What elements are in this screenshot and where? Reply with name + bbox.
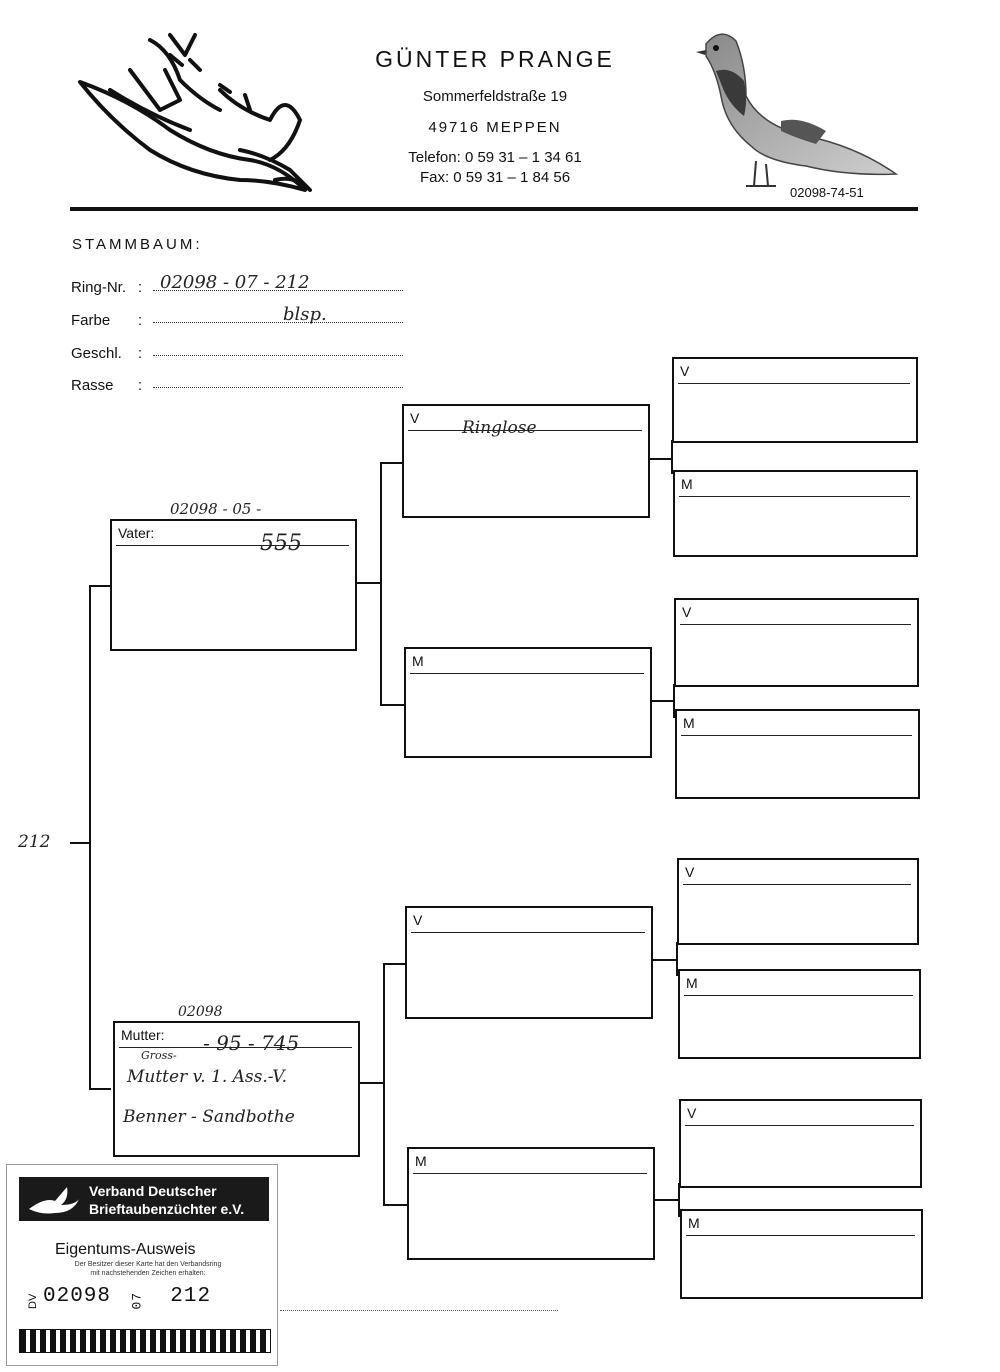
grand-connector-3	[653, 959, 677, 961]
ring-number-colon: :	[138, 279, 143, 296]
sex-label: Geschl.	[71, 345, 122, 362]
header-rule	[70, 207, 918, 211]
father-dam-box[interactable]	[404, 647, 652, 758]
mother-bracket-bottom	[383, 1204, 408, 1206]
grand-2-sire-label: V	[682, 604, 692, 620]
mother-dam-label: M	[415, 1153, 427, 1169]
owner-name: GÜNTER PRANGE	[375, 46, 615, 72]
grand-4-sire-label: V	[687, 1105, 697, 1121]
father-ring-prefix: 02098 - 05 -	[170, 500, 262, 518]
father-bracket-vertical	[380, 462, 382, 706]
mother-note-line-1: Mutter v. 1. Ass.-V.	[127, 1067, 287, 1087]
grand-1-sire-label: V	[680, 363, 690, 379]
stamp-small-line-2: mit nachstehenden Zeichen erhalten:	[90, 1270, 206, 1277]
grand-1-sire-line	[678, 383, 910, 384]
ownership-stamp	[6, 1164, 278, 1366]
breed-label: Rasse	[71, 377, 114, 394]
ring-number-value[interactable]: 02098 - 07 - 212	[160, 272, 310, 293]
grand-2-sire-box[interactable]	[674, 598, 919, 687]
father-sire-value: Ringlose	[462, 418, 537, 438]
grand-2-dam-box[interactable]	[675, 709, 920, 799]
bracket-stub	[70, 842, 90, 844]
father-label: Vater:	[118, 525, 155, 541]
color-label: Farbe	[71, 312, 111, 329]
pedigree-title: STAMMBAUM:	[72, 236, 203, 253]
grand-2-dam-label: M	[683, 715, 695, 731]
mother-box[interactable]	[113, 1021, 360, 1157]
bracket-to-mother	[89, 1088, 111, 1090]
mother-label: Mutter:	[121, 1027, 165, 1043]
grand-1-dam-box[interactable]	[673, 470, 918, 557]
owner-phone: Telefon: 0 59 31 – 1 34 61	[408, 149, 582, 166]
stamp-dv: DV	[27, 1293, 39, 1309]
mother-dam-line	[413, 1173, 647, 1174]
grand-2-dam-line	[681, 735, 912, 736]
father-line	[116, 545, 349, 546]
color-line	[153, 322, 403, 323]
ring-number-label: Ring-Nr.	[71, 279, 127, 296]
grand-3-dam-label: M	[686, 975, 698, 991]
grand-3-dam-line	[684, 995, 913, 996]
stamp-ring-number	[43, 1285, 211, 1308]
mother-note-line-2: Benner - Sandbothe	[123, 1107, 295, 1127]
mother-sire-label: V	[413, 912, 423, 928]
flying-pigeons-drawing-icon	[70, 30, 320, 200]
grand-1-dam-line	[679, 496, 910, 497]
sex-line	[153, 355, 403, 356]
bracket-vertical	[89, 585, 91, 1090]
stamp-org-line-2: Brieftaubenzüchter e.V.	[89, 1201, 245, 1217]
father-connector	[357, 582, 381, 584]
mother-connector	[360, 1082, 384, 1084]
grand-connector-2	[652, 700, 674, 702]
owner-fax: Fax: 0 59 31 – 1 84 56	[419, 169, 571, 186]
grand-connector-1	[650, 458, 672, 460]
mother-ring-value: - 95 - 745	[203, 1031, 300, 1055]
grand-3-sire-box[interactable]	[677, 858, 919, 945]
father-sire-label: V	[410, 410, 420, 426]
mother-ring-prefix: 02098	[178, 1004, 223, 1020]
stamp-small-line-1: Der Besitzer dieser Karte hat den Verbandsring	[74, 1261, 222, 1268]
stamp-title: Eigentums-Ausweis	[55, 1241, 196, 1258]
father-sire-box[interactable]	[402, 404, 650, 518]
color-colon: :	[138, 312, 143, 329]
owner-street: Sommerfeldstraße 19	[422, 88, 568, 105]
father-bracket-top	[380, 462, 403, 464]
grand-3-sire-line	[683, 884, 911, 885]
mother-note-top: Gross-	[141, 1049, 177, 1062]
grand-4-sire-line	[685, 1125, 914, 1126]
grand-2-sire-line	[680, 624, 911, 625]
father-box[interactable]	[110, 519, 357, 651]
breed-line	[153, 387, 403, 388]
grand-4-sire-box[interactable]	[679, 1099, 922, 1188]
grand-3-sire-label: V	[685, 864, 695, 880]
father-dam-label: M	[412, 653, 424, 669]
mother-sire-box[interactable]	[405, 906, 653, 1019]
grand-bracket-1	[671, 440, 673, 474]
stamp-header	[19, 1177, 269, 1221]
stamp-ring-no: 212	[170, 1285, 212, 1308]
bottom-dotted-line	[280, 1310, 558, 1311]
mother-dam-box[interactable]	[407, 1147, 655, 1260]
father-ring-value: 555	[260, 531, 302, 556]
grand-4-dam-label: M	[688, 1215, 700, 1231]
mother-sire-line	[411, 932, 645, 933]
grand-3-dam-box[interactable]	[678, 969, 921, 1059]
stamp-ring-year: 07	[129, 1291, 145, 1310]
owner-city: 49716 MEPPEN	[428, 119, 562, 136]
stamp-org-line-1: Verband Deutscher	[89, 1183, 217, 1199]
side-note: 212	[18, 832, 51, 852]
breed-colon: :	[138, 377, 143, 394]
grand-4-dam-box[interactable]	[680, 1209, 923, 1299]
stamp-ornament-border	[19, 1329, 271, 1353]
father-dam-line	[410, 673, 644, 674]
form-serial-number: 02098-74-51	[790, 185, 864, 200]
mother-bracket-vertical	[383, 963, 385, 1206]
bracket-to-father	[89, 585, 111, 587]
mother-bracket-top	[383, 963, 406, 965]
dove-logo-icon	[25, 1179, 81, 1219]
grand-connector-4	[655, 1199, 679, 1201]
stamp-ring-club: 02098	[43, 1285, 112, 1308]
father-bracket-bottom	[380, 704, 405, 706]
grand-1-dam-label: M	[681, 476, 693, 492]
pigeon-photo-icon	[686, 26, 906, 191]
grand-4-dam-line	[686, 1235, 915, 1236]
sex-colon: :	[138, 345, 143, 362]
grand-1-sire-box[interactable]	[672, 357, 918, 443]
color-value[interactable]: blsp.	[283, 304, 327, 325]
